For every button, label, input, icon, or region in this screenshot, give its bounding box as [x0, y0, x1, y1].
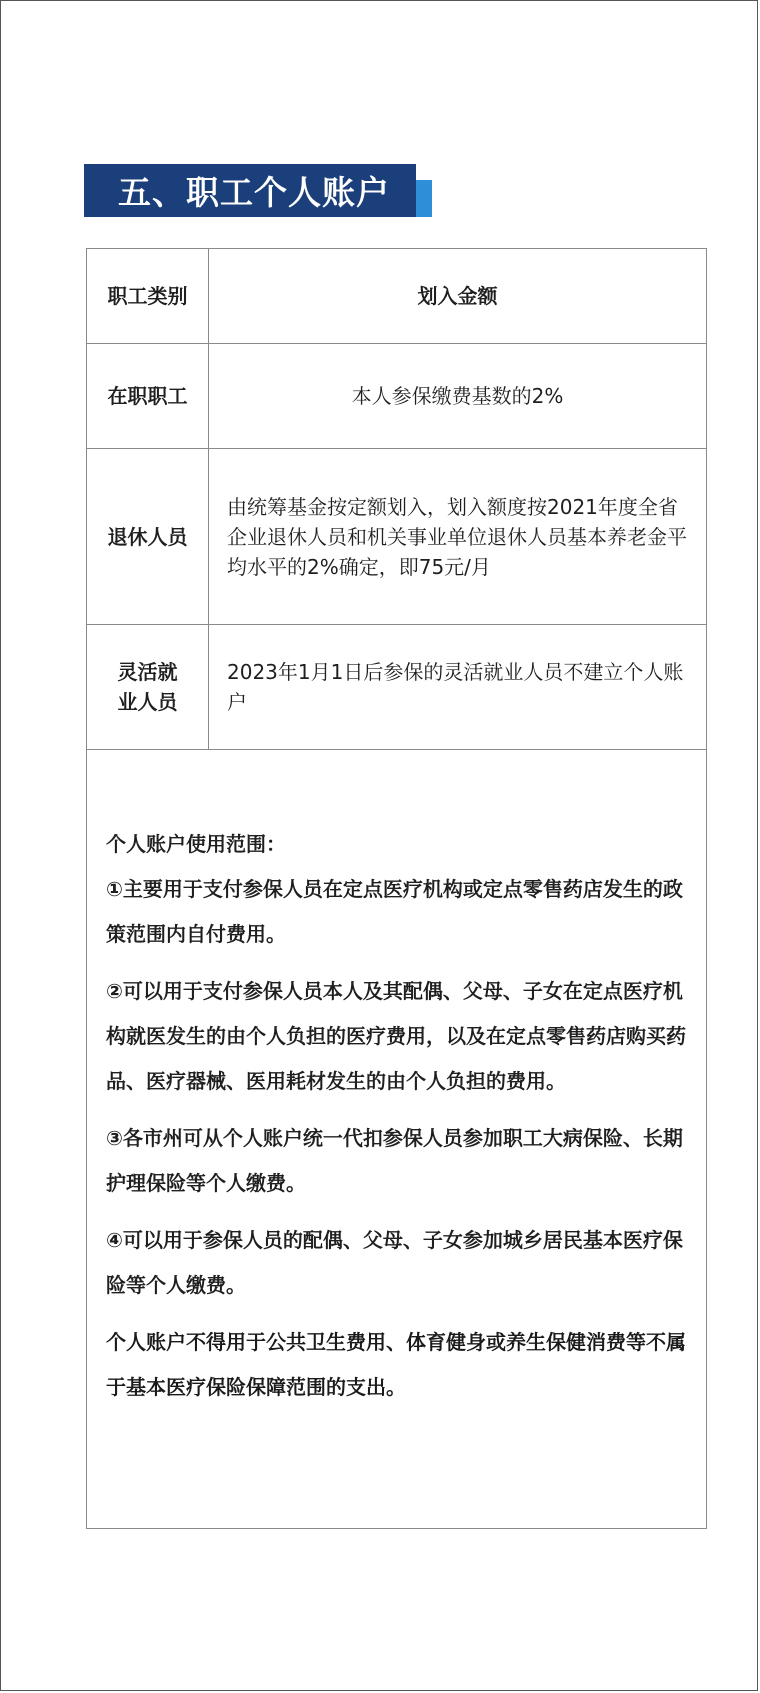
usage-item: ③各市州可从个人账户统一代扣参保人员参加职工大病保险、长期护理保险等个人缴费。 — [106, 1126, 683, 1195]
usage-notes — [106, 822, 692, 1422]
row-amount-retired: 由统筹基金按定额划入，划入额度按2021年度全省企业退休人员和机关事业单位退休人员基本养老金平均水平的2%确定，即75元/月 — [209, 449, 707, 625]
row-amount-flexible: 2023年1月1日后参保的灵活就业人员不建立个人账户 — [209, 625, 707, 750]
header-category: 职工类别 — [87, 249, 209, 344]
row-category-retired: 退休人员 — [87, 449, 209, 625]
row-amount-employed: 本人参保缴费基数的2% — [209, 344, 707, 449]
table-header-row — [87, 249, 706, 344]
row-category-flexible — [87, 625, 209, 750]
table-row — [87, 344, 706, 449]
table-row — [87, 625, 706, 750]
usage-item: ①主要用于支付参保人员在定点医疗机构或定点零售药店发生的政策范围内自付费用。 — [106, 877, 683, 946]
table-row — [87, 449, 706, 625]
header-amount: 划入金额 — [209, 249, 707, 344]
row-category-employed: 在职职工 — [87, 344, 209, 449]
account-table — [87, 249, 706, 750]
section-banner — [84, 164, 416, 217]
row-category-flexible-label: 灵活就业人员 — [117, 660, 178, 714]
usage-restriction: 个人账户不得用于公共卫生费用、体育健身或养生保健消费等不属于基本医疗保险保障范围的支出。 — [106, 1330, 686, 1399]
usage-item: ④可以用于参保人员的配偶、父母、子女参加城乡居民基本医疗保险等个人缴费。 — [106, 1228, 683, 1297]
section-title: 五、职工个人账户 — [118, 173, 390, 212]
usage-title: 个人账户使用范围： — [106, 832, 286, 856]
usage-item: ②可以用于支付参保人员本人及其配偶、父母、子女在定点医疗机构就医发生的由个人负担的医疗费用，以及在定点零售药店购买药品、医疗器械、医用耗材发生的由个人负担的费用。 — [106, 979, 686, 1093]
